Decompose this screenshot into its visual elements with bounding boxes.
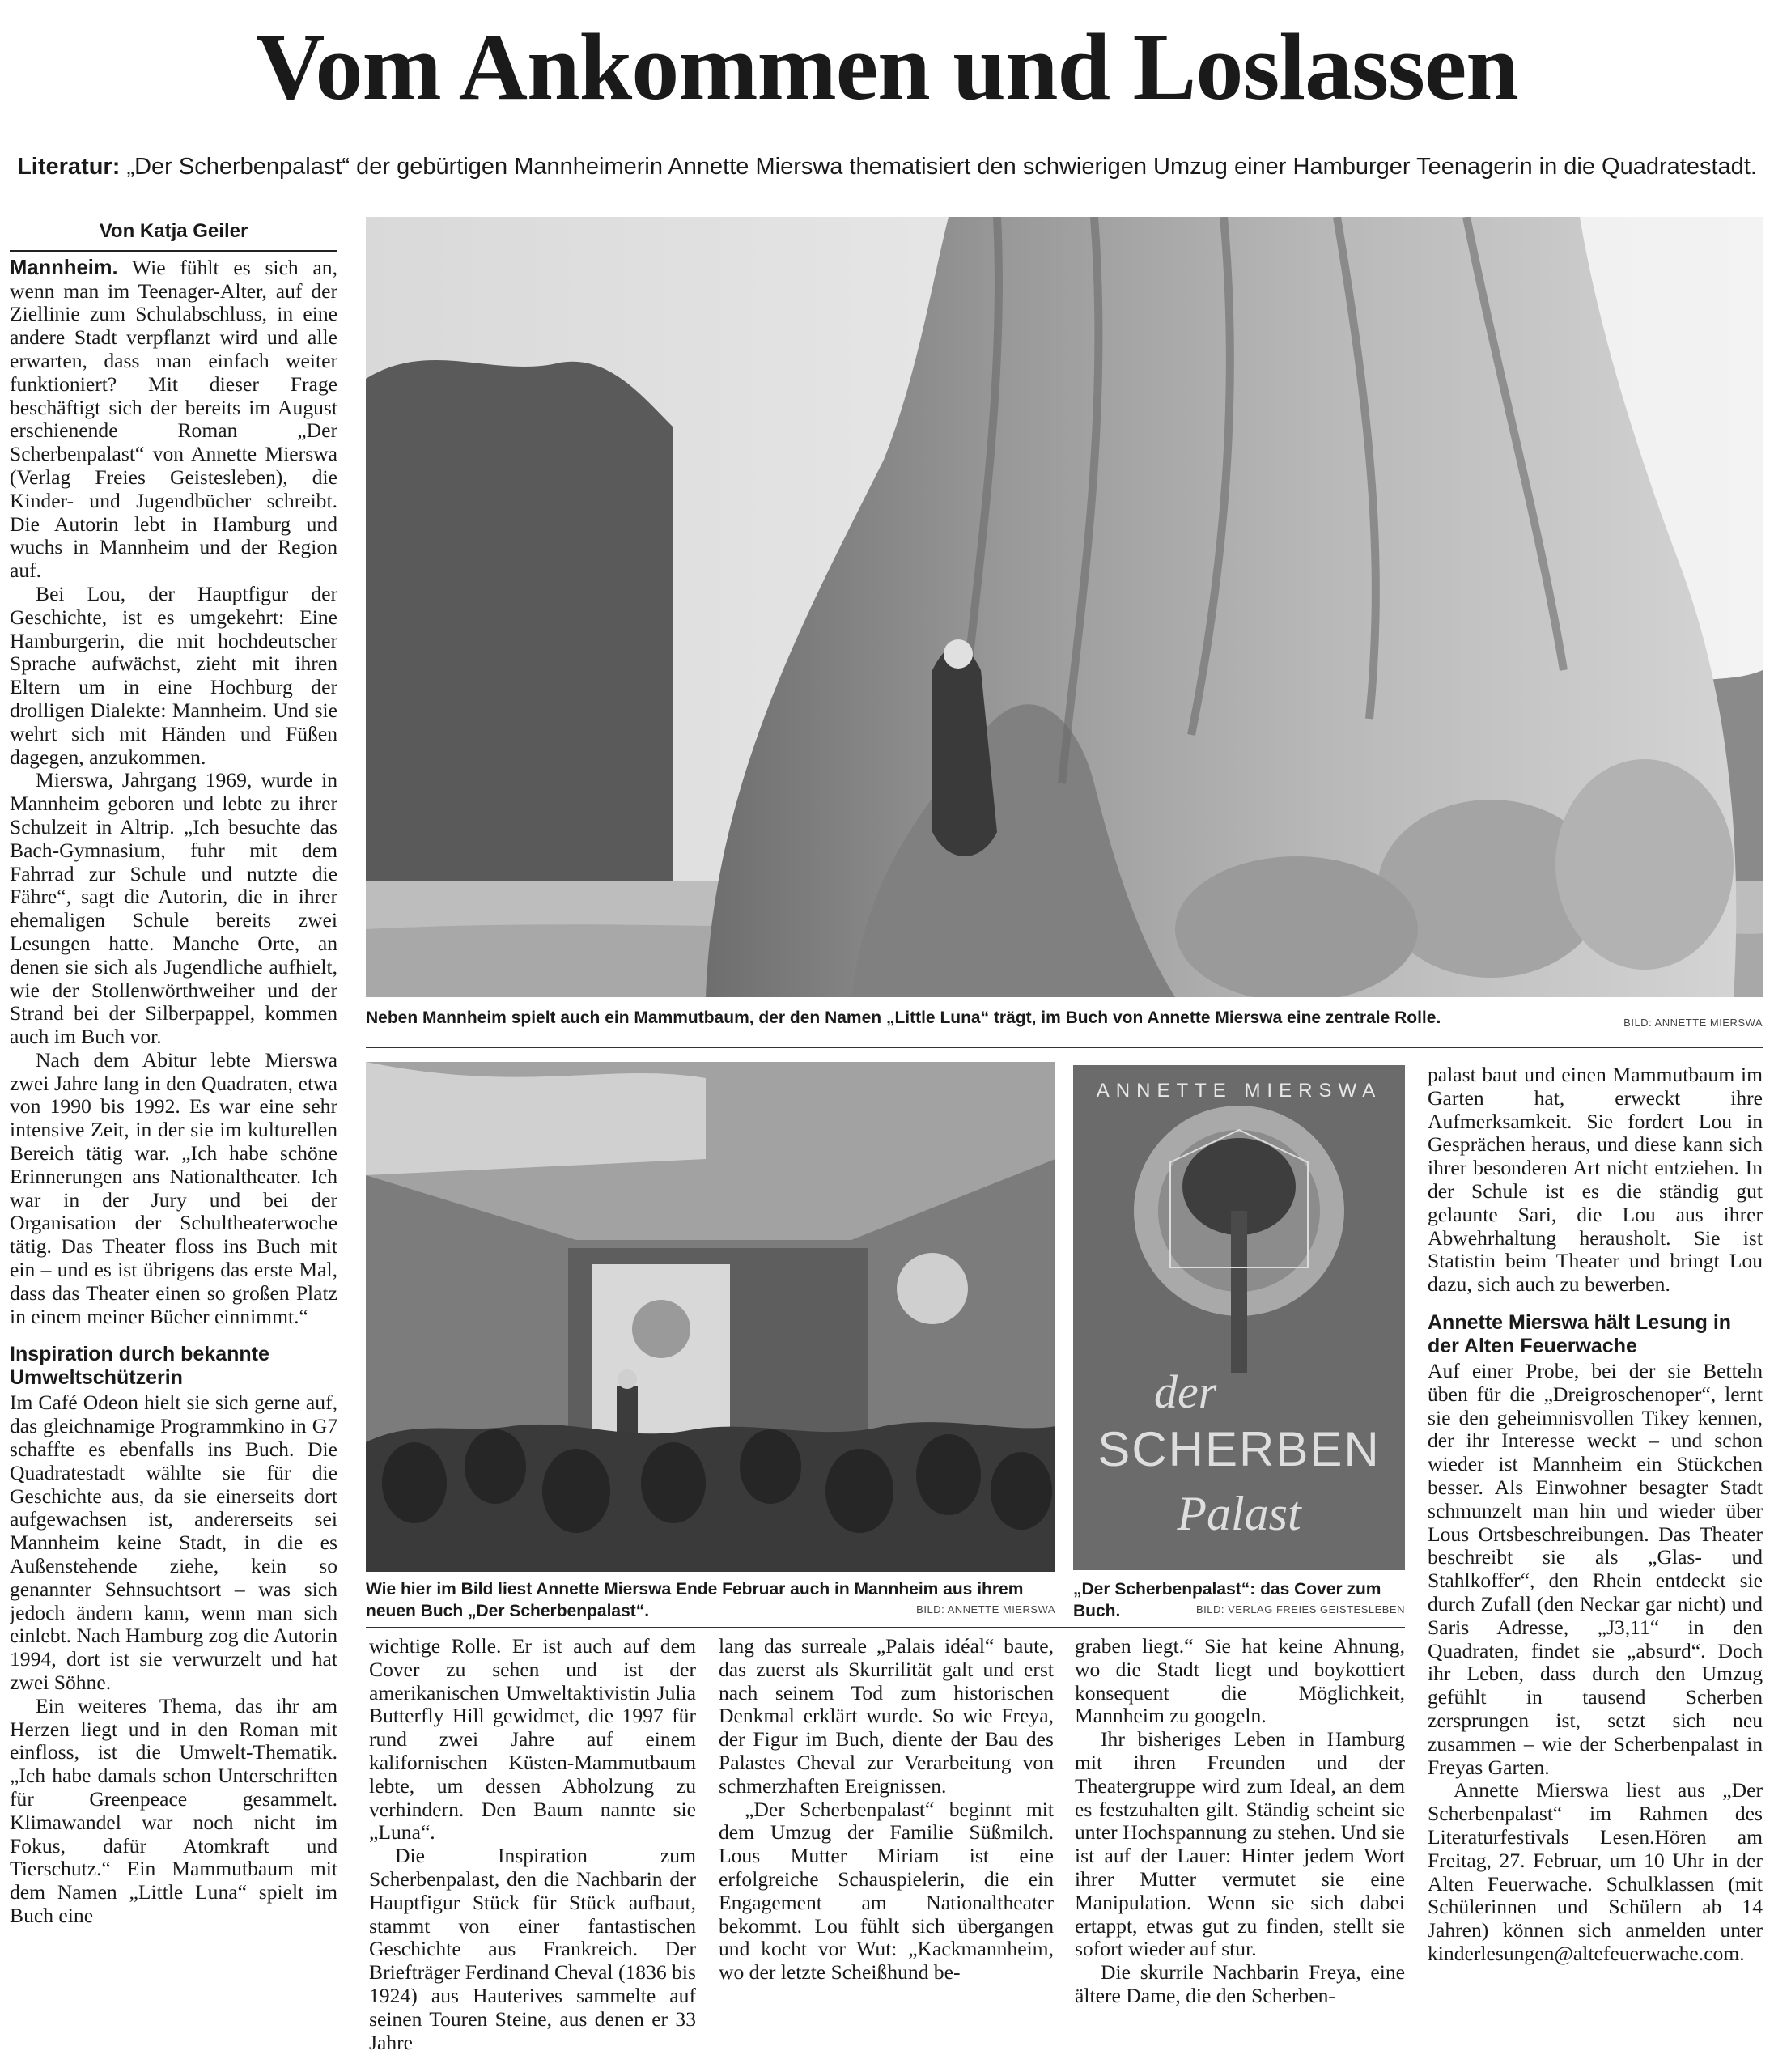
- reading-illustration: [366, 1062, 1055, 1572]
- cover-title-palast: Palast: [1177, 1487, 1301, 1540]
- paragraph: graben liegt.“ Sie hat keine Ahnung, wo die Stadt liegt und boykottiert konsequent die Möglichkeit, Mannheim zu googeln.: [1075, 1635, 1405, 1728]
- photo-reading-caption: [366, 1578, 1055, 1622]
- subhead-kicker: Literatur:: [17, 154, 121, 180]
- photo-book-cover: [1073, 1065, 1405, 1570]
- article-column-5: [1428, 1064, 1763, 2066]
- paragraph: Nach dem Abitur lebte Mierswa zwei Jahre lang in den Quadraten, etwa von 1990 bis 1992. Es war eine sehr intensive Zeit, in der sie im kulturellen Bereich tätig war. „Ich habe schöne Erinnerungen ans Nationaltheater. Ich war in der Jury und bei der Organisation der Schultheaterwoche tätig. Das Theater floss ins Buch mit ein – und es ist übrigens das erste Mal, dass das Theater einen so großen Platz in einem meiner Bücher einnimmt.“: [10, 1047, 337, 1328]
- paragraph: Ein weiteres Thema, das ihr am Herzen liegt und in den Roman mit einfloss, ist die Umwelt-Thematik. „Ich habe damals schon Unterschriften für Greenpeace gesammelt. Klimawandel war noch nicht im Fokus, dafür Atomkraft und Tierschutz.“ Ein Mammutbaum mit dem Namen „Little Luna“ spielt im Buch eine: [10, 1693, 337, 1927]
- paragraph: wichtige Rolle. Er ist auch auf dem Cover zu sehen und ist der amerikanischen Umweltaktivistin Julia Butterfly Hill gewidmet, die 1997 für rund zwei Jahre auf einem kalifornischen Küsten-Mammutbaum lebte, um dessen Abholzung zu verhindern. Den Baum nannte sie „Luna“.: [369, 1635, 696, 1845]
- article-column-2: [369, 1635, 696, 2066]
- paragraph: „Der Scherbenpalast“ beginnt mit dem Umzug der Familie Süßmilch. Lous Mutter Miriam ist eine erfolgreiche Schauspielerin, die ein Engagement am Nationaltheater bekommt. Lou fühlt sich übergangen und kocht vor Wut: „Kackmannheim, wo der letzte Scheißhund be-: [719, 1797, 1054, 1985]
- paragraph: lang das surreale „Palais idéal“ baute, das zuerst als Skurrilität galt und erst nach seinem Tod zum historischen Denkmal erklärt wurde. So wie Freya, der Figur im Buch, diente der Bau des Palastes Cheval zur Verarbeitung von schmerzhaften Ereignissen.: [719, 1635, 1054, 1798]
- paragraph: Auf einer Probe, bei der sie Betteln üben für die „Dreigroschenoper“, lernt sie den geheimnisvollen Tikey kennen, der ihr Interesse weckt – und schon wieder ist Mannheim ein Stückchen besser. Als Einwohner besagter Stadt schmunzelt man hin und wieder über Lous Ortsbeschreibungen. Das Theater beschreibt sie als „Glas- und Stahlkoffer“, den Rhein entdeckt sie durch Zufall (den Neckar gar nicht) und Saris Adresse, „J3,11“ in den Quadraten, findet sie „absurd“. Doch ihr Leben, dass durch den Umzug gefühlt in tausend Scherben zersprungen ist, setzt sich neu zusammen – wie der Scherbenpalast in Freyas Garten.: [1428, 1358, 1763, 1779]
- byline: Von Katja Geiler: [10, 220, 337, 252]
- photo-cover-caption: [1073, 1578, 1405, 1622]
- tree-illustration: [366, 217, 1763, 997]
- divider: [366, 1627, 1405, 1628]
- paragraph: Ihr bisheriges Leben in Hamburg mit ihren Freunden und der Theatergruppe wird zum Ideal, an dem es festzuhalten gilt. Ständig scheint sie unter Hochspannung zu stehen. Und sie ist auf der Lauer: Hinter jedem Wort ihrer Mutter vermutet sie eine Manipulation. Wenn sie sich dabei ertappt, etwas gut zu finden, stellt sie sofort wieder auf stur.: [1075, 1727, 1405, 1961]
- subheading: Inspiration durch bekannte Umweltschützerin: [10, 1343, 269, 1390]
- photo-reading-event: [366, 1062, 1055, 1572]
- paragraph: Mierswa, Jahrgang 1969, wurde in Mannheim geboren und lebte zu ihrer Schulzeit in Altrip. „Ich besuchte das Bach-Gymnasium, fuhr mit dem Fahrrad zur Schule und nutzte die Fähre“, sagt die Autorin, die in ihrer ehemaligen Schule bereits zwei Lesungen hatte. Manche Orte, an denen sie sich als Jugendliche aufhielt, wie der Stollenwörthweiher und der Strand bei der Silberpappel, kommen auch im Buch vor.: [10, 768, 337, 1049]
- headline: Vom Ankommen und Loslassen: [256, 14, 1518, 120]
- cover-author: ANNETTE MIERSWA: [1096, 1080, 1382, 1102]
- caption-text: Wie hier im Bild liest Annette Mierswa Ende Februar auch in Mannheim aus ihrem neuen Buch „Der Scherbenpalast“.: [366, 1580, 1024, 1620]
- paragraph: Die skurrile Nachbarin Freya, eine ältere Dame, die den Scherben-: [1075, 1960, 1405, 2007]
- cover-title-der: der: [1154, 1365, 1217, 1418]
- subheadline: [0, 151, 1774, 183]
- paragraph: Annette Mierswa liest aus „Der Scherbenpalast“ im Rahmen des Literaturfestivals Lesen.Hören am Freitag, 27. Februar, um 10 Uhr in der Alten Feuerwache. Schulklassen (mit Schülerinnen und Schülern ab 14 Jahren) können sich anmelden unter kinderlesungen@altefeuerwache.com.: [1428, 1778, 1763, 1965]
- cover-title-scherben: SCHERBEN: [1097, 1422, 1381, 1476]
- paragraph: Bei Lou, der Hauptfigur der Geschichte, ist es umgekehrt: Eine Hamburgerin, die mit hochdeutscher Sprache aufwächst, zieht mit ihren Eltern um in eine Hochburg der drolligen Dialekte: Mannheim. Und sie wehrt sich mit Händen und Füßen dagegen, anzukommen.: [10, 581, 337, 769]
- paragraph: palast baut und einen Mammutbaum im Garten hat, erweckt ihre Aufmerksamkeit. Sie fordert Lou in Gesprächen heraus, und diese kann sich ihrer besonderen Art nicht entziehen. In der Schule ist es die ständig gut gelaunte Sari, die Lou aus ihrer Abwehrhaltung herausholt. Sie ist Statistin beim Theater und bringt Lou dazu, sich auch zu bewerben.: [1428, 1064, 1763, 1297]
- divider: [366, 1047, 1763, 1048]
- dateline: Mannheim.: [10, 256, 118, 279]
- caption-text: Neben Mannheim spielt auch ein Mammutbaum, der den Namen „Little Luna“ trägt, im Buch von Annette Mierswa eine zentrale Rolle.: [366, 1008, 1441, 1027]
- caption-text: „Der Scherbenpalast“: das Cover zum Buch.: [1073, 1580, 1381, 1620]
- subheading: Annette Mierswa hält Lesung in der Alten Feuerwache: [1428, 1310, 1732, 1357]
- photo-tree-caption: [366, 1007, 1763, 1029]
- article-column-1: [10, 220, 337, 2066]
- paragraph: Die Inspiration zum Scherbenpalast, den die Nachbarin der Hauptfigur Stück für Stück aufbaut, stammt von einer fantastischen Geschichte aus Frankreich. Der Briefträger Ferdinand Cheval (1836 bis 1924) aus Hauterives sammelte auf seinen Touren Steine, aus denen er 33 Jahre: [369, 1844, 696, 2054]
- article-column-4: [1075, 1635, 1405, 2066]
- photo-credit: BILD: ANNETTE MIERSWA: [1623, 1017, 1763, 1029]
- subhead-text: „Der Scherbenpalast“ der gebürtigen Mannheimerin Annette Mierswa thematisiert den schwierigen Umzug einer Hamburger Teenagerin in die Quadratestadt.: [126, 154, 1757, 180]
- paragraph: Im Café Odeon hielt sie sich gerne auf, das gleichnamige Programmkino in G7 schaffte es ebenfalls ins Buch. Die Quadratestadt wählte sie für die Geschichte aus, da sie einerseits dort aufgewachsen ist, andererseits sei Mannheim keine Stadt, in die es Außenstehende ziehe, kein so genannter Sehnsuchtsort – was sich jedoch ändern kann, wenn man sich einlebt. Nach Hamburg zog die Autorin 1994, dort ist sie verwurzelt und hat zwei Söhne.: [10, 1391, 337, 1695]
- article-column-3: [719, 1635, 1054, 2066]
- paragraph: Mannheim. Wie fühlt es sich an, wenn man im Teenager-Alter, auf der Ziellinie zum Schulabschluss, in eine andere Stadt verpflanzt wird und alle erwarten, dass man einfach weiter funktioniert? Mit dieser Frage beschäftigt sich der bereits im August erschienende Roman „Der Scherbenpalast“ von Annette Mierswa (Verlag Freies Geistesleben), die Kinder- und Jugendbücher schreibt. Die Autorin lebt in Hamburg und wuchs in Mannheim und der Region auf.: [10, 255, 337, 583]
- photo-mammoth-tree: [366, 217, 1763, 997]
- photo-credit: BILD: VERLAG FREIES GEISTESLEBEN: [1195, 1603, 1405, 1616]
- photo-credit: BILD: ANNETTE MIERSWA: [916, 1603, 1055, 1616]
